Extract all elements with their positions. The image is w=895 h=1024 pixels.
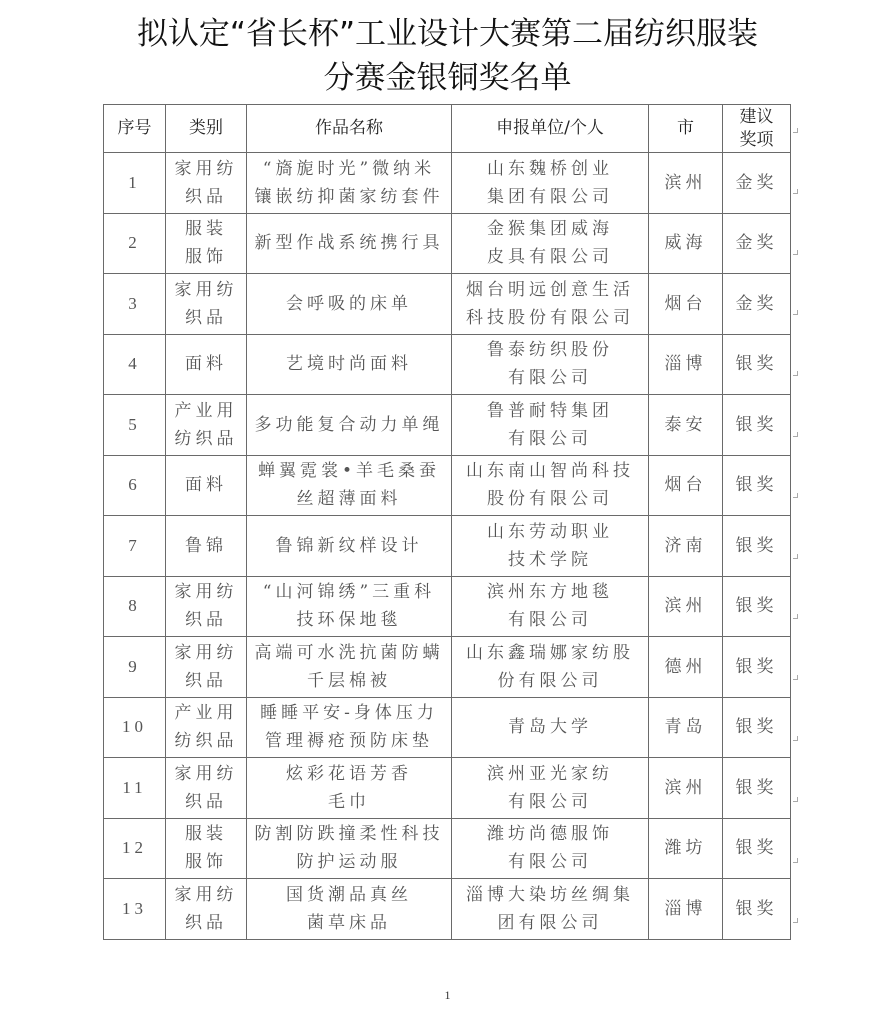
cell-work-name-line: 会呼吸的床单 bbox=[286, 293, 412, 314]
cell-applicant bbox=[452, 274, 649, 335]
cell-applicant-line: 淄博大染坊丝绸集 bbox=[466, 884, 634, 905]
paragraph-mark-icon bbox=[793, 918, 798, 923]
cell-applicant-line: 有限公司 bbox=[508, 852, 592, 873]
cell-applicant bbox=[452, 576, 649, 637]
cell-no: 2 bbox=[104, 213, 166, 274]
header-award bbox=[723, 105, 791, 153]
cell-category-line: 产业用 bbox=[174, 400, 238, 421]
cell-applicant-line: 技术学院 bbox=[508, 549, 592, 570]
cell-category-line: 织品 bbox=[185, 791, 227, 812]
cell-work-name-line: 蝉翼霓裳•羊毛桑蚕 bbox=[257, 461, 441, 482]
cell-award: 银奖 bbox=[723, 879, 791, 940]
cell-work-name bbox=[247, 818, 452, 879]
cell-applicant-line: 滨州亚光家纺 bbox=[487, 763, 613, 784]
cell-city: 潍坊 bbox=[649, 818, 723, 879]
table-row bbox=[104, 274, 791, 335]
cell-work-name bbox=[247, 274, 452, 335]
cell-category bbox=[166, 758, 247, 819]
cell-work-name-line: 国货潮品真丝 bbox=[286, 884, 412, 905]
cell-city: 淄博 bbox=[649, 879, 723, 940]
paragraph-mark-icon bbox=[793, 614, 798, 619]
cell-city: 淄博 bbox=[649, 334, 723, 395]
cell-category-line: 面料 bbox=[185, 354, 227, 375]
cell-work-name-line: “旖旎时光”微纳米 bbox=[262, 158, 436, 179]
cell-category-line: 产业用 bbox=[174, 703, 238, 724]
cell-award: 银奖 bbox=[723, 697, 791, 758]
cell-city: 济南 bbox=[649, 516, 723, 577]
cell-work-name-line: 多功能复合动力单绳 bbox=[254, 414, 444, 435]
cell-applicant-line: 滨州东方地毯 bbox=[487, 582, 613, 603]
cell-no: 5 bbox=[104, 395, 166, 456]
paragraph-mark-icon bbox=[793, 675, 798, 680]
cell-city: 烟台 bbox=[649, 274, 723, 335]
cell-city: 烟台 bbox=[649, 455, 723, 516]
cell-work-name-line: 丝超薄面料 bbox=[296, 489, 402, 510]
cell-category bbox=[166, 879, 247, 940]
cell-applicant-line: 有限公司 bbox=[508, 610, 592, 631]
cell-work-name-line: 管理褥疮预防床垫 bbox=[265, 731, 433, 752]
cell-category-line: 服饰 bbox=[185, 852, 227, 873]
cell-category-line: 织品 bbox=[185, 186, 227, 207]
cell-category-line: 服装 bbox=[185, 824, 227, 845]
cell-category-line: 织品 bbox=[185, 307, 227, 328]
awards-table bbox=[103, 104, 791, 940]
table-row bbox=[104, 697, 791, 758]
cell-work-name-line: 镶嵌纺抑菌家纺套件 bbox=[254, 186, 444, 207]
cell-category-line: 家用纺 bbox=[174, 582, 238, 603]
cell-city: 泰安 bbox=[649, 395, 723, 456]
table-row bbox=[104, 516, 791, 577]
cell-work-name bbox=[247, 213, 452, 274]
cell-work-name bbox=[247, 395, 452, 456]
table-row bbox=[104, 879, 791, 940]
cell-category-line: 服装 bbox=[185, 219, 227, 240]
cell-applicant bbox=[452, 334, 649, 395]
page-number: 1 bbox=[444, 988, 451, 1002]
cell-category-line: 鲁锦 bbox=[185, 535, 227, 556]
header-work-name: 作品名称 bbox=[247, 105, 452, 153]
cell-applicant bbox=[452, 516, 649, 577]
cell-applicant bbox=[452, 455, 649, 516]
cell-work-name bbox=[247, 334, 452, 395]
header-category: 类别 bbox=[166, 105, 247, 153]
cell-work-name-line: 高端可水洗抗菌防螨 bbox=[254, 642, 444, 663]
cell-city: 滨州 bbox=[649, 153, 723, 214]
cell-no: 7 bbox=[104, 516, 166, 577]
header-applicant: 申报单位/个人 bbox=[452, 105, 649, 153]
cell-award: 银奖 bbox=[723, 334, 791, 395]
table-row bbox=[104, 334, 791, 395]
cell-award: 银奖 bbox=[723, 818, 791, 879]
cell-applicant bbox=[452, 395, 649, 456]
cell-category-line: 家用纺 bbox=[174, 158, 238, 179]
paragraph-mark-icon bbox=[793, 128, 798, 133]
cell-category bbox=[166, 576, 247, 637]
cell-work-name-line: 炫彩花语芳香 bbox=[286, 763, 412, 784]
cell-applicant-line: 烟台明远创意生活 bbox=[466, 279, 634, 300]
paragraph-mark-icon bbox=[793, 554, 798, 559]
table-row bbox=[104, 818, 791, 879]
cell-work-name-line: 新型作战系统携行具 bbox=[254, 233, 444, 254]
cell-applicant-line: 科技股份有限公司 bbox=[466, 307, 634, 328]
cell-category-line: 家用纺 bbox=[174, 884, 238, 905]
cell-applicant-line: 青岛大学 bbox=[508, 717, 592, 738]
paragraph-mark-icon bbox=[793, 371, 798, 376]
cell-applicant-line: 山东劳动职业 bbox=[487, 521, 613, 542]
cell-city: 滨州 bbox=[649, 758, 723, 819]
header-award-line-2: 奖项 bbox=[739, 129, 774, 150]
cell-category-line: 服饰 bbox=[185, 247, 227, 268]
cell-work-name bbox=[247, 153, 452, 214]
cell-applicant-line: 股份有限公司 bbox=[487, 489, 613, 510]
cell-work-name-line: 防护运动服 bbox=[296, 852, 402, 873]
table-row bbox=[104, 455, 791, 516]
cell-category-line: 纺织品 bbox=[174, 731, 238, 752]
table-header-row bbox=[104, 105, 791, 153]
document-title-line-2: 分赛金银铜奖名单 bbox=[323, 60, 572, 96]
cell-applicant-line: 有限公司 bbox=[508, 368, 592, 389]
cell-city: 青岛 bbox=[649, 697, 723, 758]
cell-award: 金奖 bbox=[723, 274, 791, 335]
cell-category bbox=[166, 153, 247, 214]
cell-category-line: 家用纺 bbox=[174, 642, 238, 663]
cell-no: 3 bbox=[104, 274, 166, 335]
cell-award: 银奖 bbox=[723, 395, 791, 456]
cell-category bbox=[166, 516, 247, 577]
cell-applicant-line: 集团有限公司 bbox=[487, 186, 613, 207]
cell-city: 滨州 bbox=[649, 576, 723, 637]
cell-city: 德州 bbox=[649, 637, 723, 698]
header-city: 市 bbox=[649, 105, 723, 153]
table-row bbox=[104, 637, 791, 698]
cell-category-line: 织品 bbox=[185, 610, 227, 631]
cell-award: 金奖 bbox=[723, 213, 791, 274]
cell-category-line: 家用纺 bbox=[174, 279, 238, 300]
cell-applicant-line: 有限公司 bbox=[508, 428, 592, 449]
cell-award: 金奖 bbox=[723, 153, 791, 214]
cell-applicant-line: 山东鑫瑞娜家纺股 bbox=[466, 642, 634, 663]
cell-applicant-line: 皮具有限公司 bbox=[487, 247, 613, 268]
header-award-line-1: 建议 bbox=[739, 106, 774, 127]
cell-award: 银奖 bbox=[723, 758, 791, 819]
cell-applicant-line: 山东魏桥创业 bbox=[487, 158, 613, 179]
cell-applicant bbox=[452, 697, 649, 758]
cell-work-name bbox=[247, 758, 452, 819]
table-row bbox=[104, 153, 791, 214]
cell-category-line: 面料 bbox=[185, 475, 227, 496]
cell-no: 11 bbox=[104, 758, 166, 819]
cell-applicant bbox=[452, 153, 649, 214]
cell-category-line: 织品 bbox=[185, 912, 227, 933]
cell-work-name bbox=[247, 455, 452, 516]
cell-no: 9 bbox=[104, 637, 166, 698]
cell-applicant bbox=[452, 758, 649, 819]
cell-work-name-line: 艺境时尚面料 bbox=[286, 354, 412, 375]
cell-applicant-line: 鲁普耐特集团 bbox=[487, 400, 613, 421]
cell-no: 6 bbox=[104, 455, 166, 516]
cell-applicant bbox=[452, 637, 649, 698]
cell-no: 8 bbox=[104, 576, 166, 637]
cell-applicant bbox=[452, 879, 649, 940]
cell-work-name-line: 防割防跌撞柔性科技 bbox=[254, 824, 444, 845]
cell-category bbox=[166, 455, 247, 516]
cell-work-name-line: 菌草床品 bbox=[307, 912, 391, 933]
cell-no: 1 bbox=[104, 153, 166, 214]
cell-no: 13 bbox=[104, 879, 166, 940]
cell-applicant-line: 山东南山智尚科技 bbox=[466, 461, 634, 482]
cell-applicant-line: 团有限公司 bbox=[497, 912, 603, 933]
header-no: 序号 bbox=[104, 105, 166, 153]
cell-work-name-line: 千层棉被 bbox=[307, 670, 391, 691]
cell-city: 威海 bbox=[649, 213, 723, 274]
cell-work-name-line: 技环保地毯 bbox=[296, 610, 402, 631]
cell-applicant bbox=[452, 818, 649, 879]
cell-category-line: 织品 bbox=[185, 670, 227, 691]
cell-no: 12 bbox=[104, 818, 166, 879]
paragraph-mark-icon bbox=[793, 797, 798, 802]
cell-work-name bbox=[247, 879, 452, 940]
paragraph-mark-icon bbox=[793, 189, 798, 194]
cell-applicant-line: 潍坊尚德服饰 bbox=[487, 824, 613, 845]
cell-work-name bbox=[247, 697, 452, 758]
cell-category bbox=[166, 274, 247, 335]
cell-work-name-line: 鲁锦新纹样设计 bbox=[275, 535, 423, 556]
cell-award: 银奖 bbox=[723, 637, 791, 698]
table-row bbox=[104, 576, 791, 637]
paragraph-mark-icon bbox=[793, 858, 798, 863]
document-title-line-1: 拟认定“省长杯”工业设计大赛第二届纺织服装 bbox=[136, 16, 759, 52]
paragraph-mark-icon bbox=[793, 432, 798, 437]
cell-work-name-line: “山河锦绣”三重科 bbox=[262, 582, 436, 603]
cell-no: 4 bbox=[104, 334, 166, 395]
cell-work-name bbox=[247, 637, 452, 698]
cell-category bbox=[166, 818, 247, 879]
table-body bbox=[104, 153, 791, 940]
table-row bbox=[104, 758, 791, 819]
paragraph-mark-icon bbox=[793, 736, 798, 741]
cell-applicant-line: 份有限公司 bbox=[497, 670, 603, 691]
cell-award: 银奖 bbox=[723, 455, 791, 516]
cell-category bbox=[166, 334, 247, 395]
cell-applicant bbox=[452, 213, 649, 274]
cell-applicant-line: 鲁泰纺织股份 bbox=[487, 340, 613, 361]
paragraph-mark-icon bbox=[793, 493, 798, 498]
cell-category-line: 家用纺 bbox=[174, 763, 238, 784]
cell-work-name bbox=[247, 576, 452, 637]
cell-award: 银奖 bbox=[723, 516, 791, 577]
table-row bbox=[104, 395, 791, 456]
cell-category-line: 纺织品 bbox=[174, 428, 238, 449]
paragraph-mark-icon bbox=[793, 250, 798, 255]
table-row bbox=[104, 213, 791, 274]
cell-work-name-line: 毛巾 bbox=[328, 791, 370, 812]
cell-category bbox=[166, 213, 247, 274]
cell-category bbox=[166, 395, 247, 456]
cell-work-name bbox=[247, 516, 452, 577]
cell-applicant-line: 金猴集团威海 bbox=[487, 219, 613, 240]
cell-no: 10 bbox=[104, 697, 166, 758]
cell-applicant-line: 有限公司 bbox=[508, 791, 592, 812]
paragraph-mark-icon bbox=[793, 310, 798, 315]
cell-category bbox=[166, 697, 247, 758]
cell-award: 银奖 bbox=[723, 576, 791, 637]
cell-work-name-line: 睡睡平安-身体压力 bbox=[260, 703, 438, 724]
cell-category bbox=[166, 637, 247, 698]
